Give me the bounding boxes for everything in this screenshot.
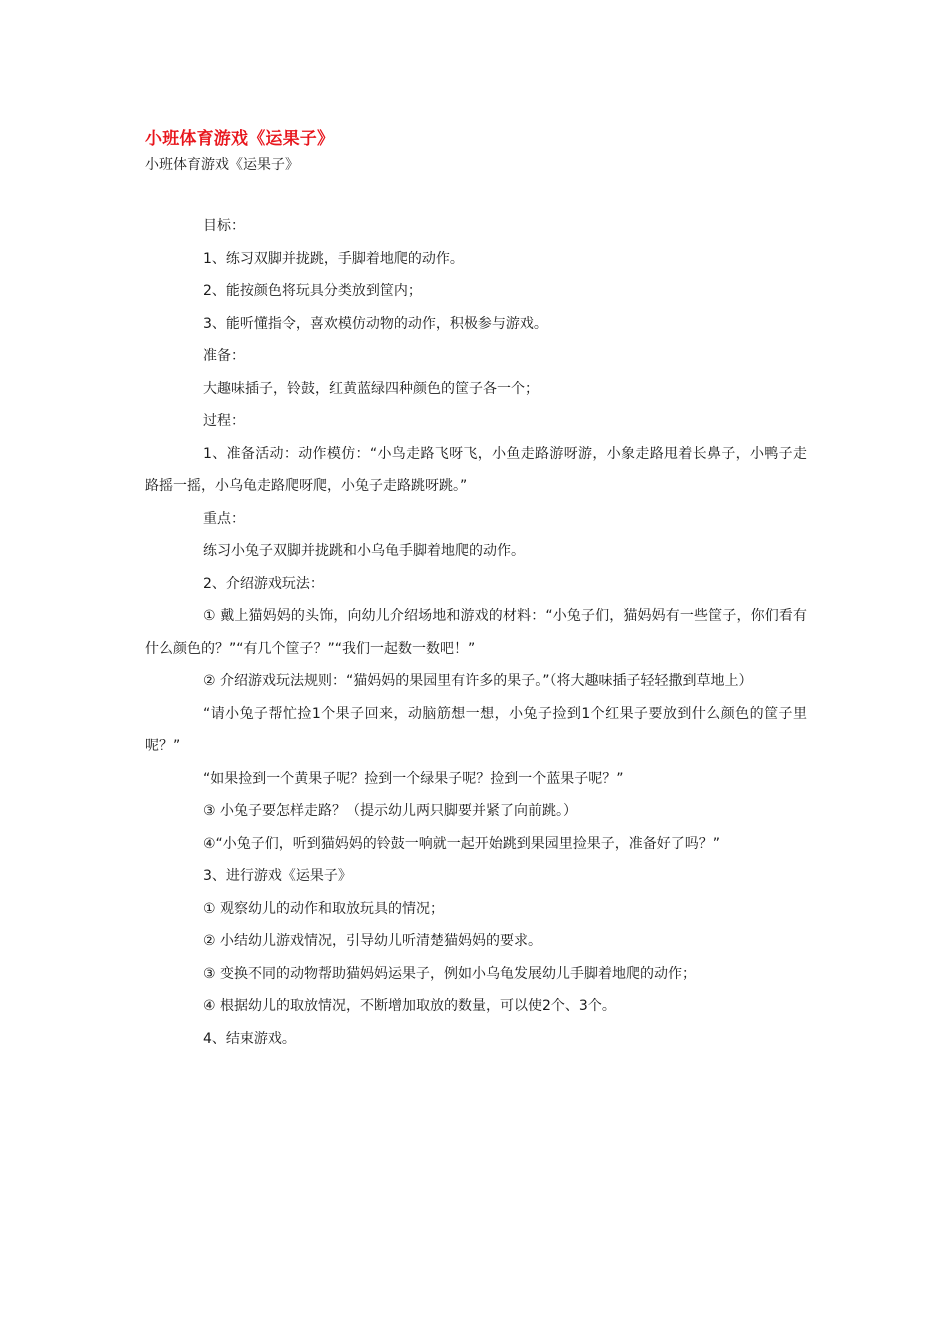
paragraph-focus-heading: 重点：: [203, 510, 245, 527]
paragraph-intro-2: ② 介绍游戏玩法规则：“猫妈妈的果园里有许多的果子。”（将大趣味插子轻轻撒到草地上）: [203, 673, 753, 689]
paragraph-goal-2: 2、能按颜色将玩具分类放到筐内；: [203, 283, 422, 299]
paragraph-intro-heading: 2、介绍游戏玩法：: [203, 575, 324, 592]
paragraph-play-4: ④ 根据幼儿的取放情况，不断增加取放的数量，可以使2个、3个。: [203, 998, 616, 1014]
paragraph-focus: 练习小兔子双脚并拢跳和小乌龟手脚着地爬的动作。: [203, 543, 525, 559]
paragraph-play-heading: 3、进行游戏《运果子》: [203, 868, 352, 884]
paragraph-quote-2: “如果捡到一个黄果子呢？捡到一个绿果子呢？捡到一个蓝果子呢？”: [203, 770, 624, 787]
document-subtitle: 小班体育游戏《运果子》: [145, 157, 299, 173]
paragraph-play-2: ② 小结幼儿游戏情况，引导幼儿听清楚猫妈妈的要求。: [203, 933, 542, 949]
paragraph-goal-1: 1、练习双脚并拢跳，手脚着地爬的动作。: [203, 250, 464, 267]
paragraph-quote-1: “请小兔子帮忙捡1个果子回来，动脑筋想一想，小兔子捡到1个红果子要放到什么颜色的筐子里呢？”: [145, 705, 807, 754]
paragraph-goal-3: 3、能听懂指令，喜欢模仿动物的动作，积极参与游戏。: [203, 315, 548, 332]
paragraph-preparation-heading: 准备：: [203, 348, 245, 364]
paragraph-play-1: ① 观察幼儿的动作和取放玩具的情况；: [203, 900, 444, 917]
paragraph-preparation: 大趣味插子，铃鼓，红黄蓝绿四种颜色的筐子各一个；: [203, 380, 539, 397]
paragraph-intro-4: ④“小兔子们，听到猫妈妈的铃鼓一响就一起开始跳到果园里捡果子，准备好了吗？”: [203, 835, 721, 852]
paragraph-goals-heading: 目标：: [203, 218, 245, 234]
paragraph-play-3: ③ 变换不同的动物帮助猫妈妈运果子，例如小乌龟发展幼儿手脚着地爬的动作；: [203, 965, 696, 982]
paragraph-process-heading: 过程：: [203, 413, 245, 429]
paragraph-warmup: 1、准备活动：动作模仿：“小鸟走路飞呀飞，小鱼走路游呀游，小象走路甩着长鼻子，小鸭子走路摇一摇，小乌龟走路爬呀爬，小兔子走路跳呀跳。”: [145, 445, 807, 494]
document-body: [145, 210, 807, 1055]
paragraph-end: 4、结束游戏。: [203, 1030, 296, 1047]
paragraph-intro-3: ③ 小兔子要怎样走路？（提示幼儿两只脚要并紧了向前跳。）: [203, 803, 577, 819]
paragraph-intro-1: ① 戴上猫妈妈的头饰，向幼儿介绍场地和游戏的材料：“小兔子们，猫妈妈有一些筐子，你们看有什么颜色的？”“有几个筐子？”“我们一起数一数吧！”: [145, 608, 807, 657]
document-title: 小班体育游戏《运果子》: [145, 129, 335, 149]
